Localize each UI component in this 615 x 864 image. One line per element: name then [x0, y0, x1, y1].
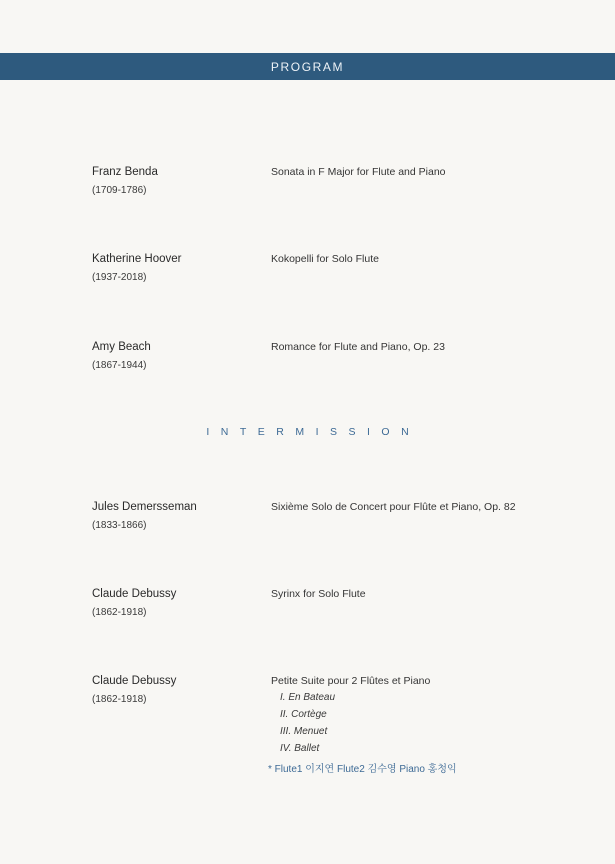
performers-note: * Flute1 이지연 Flute2 김수영 Piano 홍청익: [268, 764, 457, 775]
movement-item: I. En Bateau: [280, 692, 336, 703]
composer-name: Jules Demersseman: [92, 501, 197, 513]
work-title: Sonata in F Major for Flute and Piano: [271, 166, 446, 178]
composer-name: Claude Debussy: [92, 675, 177, 687]
composer-name: Claude Debussy: [92, 588, 177, 600]
composer-years: (1862-1918): [92, 607, 147, 618]
program-header-bar: [0, 53, 615, 80]
work-title: Romance for Flute and Piano, Op. 23: [271, 341, 445, 353]
movement-item: III. Menuet: [280, 726, 328, 737]
movement-item: II. Cortège: [280, 709, 327, 720]
program-title: PROGRAM: [270, 59, 345, 74]
composer-name: Amy Beach: [92, 341, 151, 353]
work-title: Sixième Solo de Concert pour Flûte et Piano, Op. 82: [271, 501, 516, 513]
work-title: Syrinx for Solo Flute: [271, 588, 366, 600]
composer-years: (1709-1786): [92, 185, 147, 196]
movement-item: IV. Ballet: [280, 743, 320, 754]
composer-name: Katherine Hoover: [92, 253, 182, 265]
composer-years: (1867-1944): [92, 360, 147, 371]
movement-list: [280, 692, 335, 760]
composer-name: Franz Benda: [92, 166, 158, 178]
composer-years: (1937-2018): [92, 272, 147, 283]
intermission-label: INTERMISSION: [206, 426, 421, 438]
composer-years: (1833-1866): [92, 520, 147, 531]
work-title: Petite Suite pour 2 Flûtes et Piano: [271, 675, 431, 687]
composer-years: (1862-1918): [92, 694, 147, 705]
work-title: Kokopelli for Solo Flute: [271, 253, 379, 265]
